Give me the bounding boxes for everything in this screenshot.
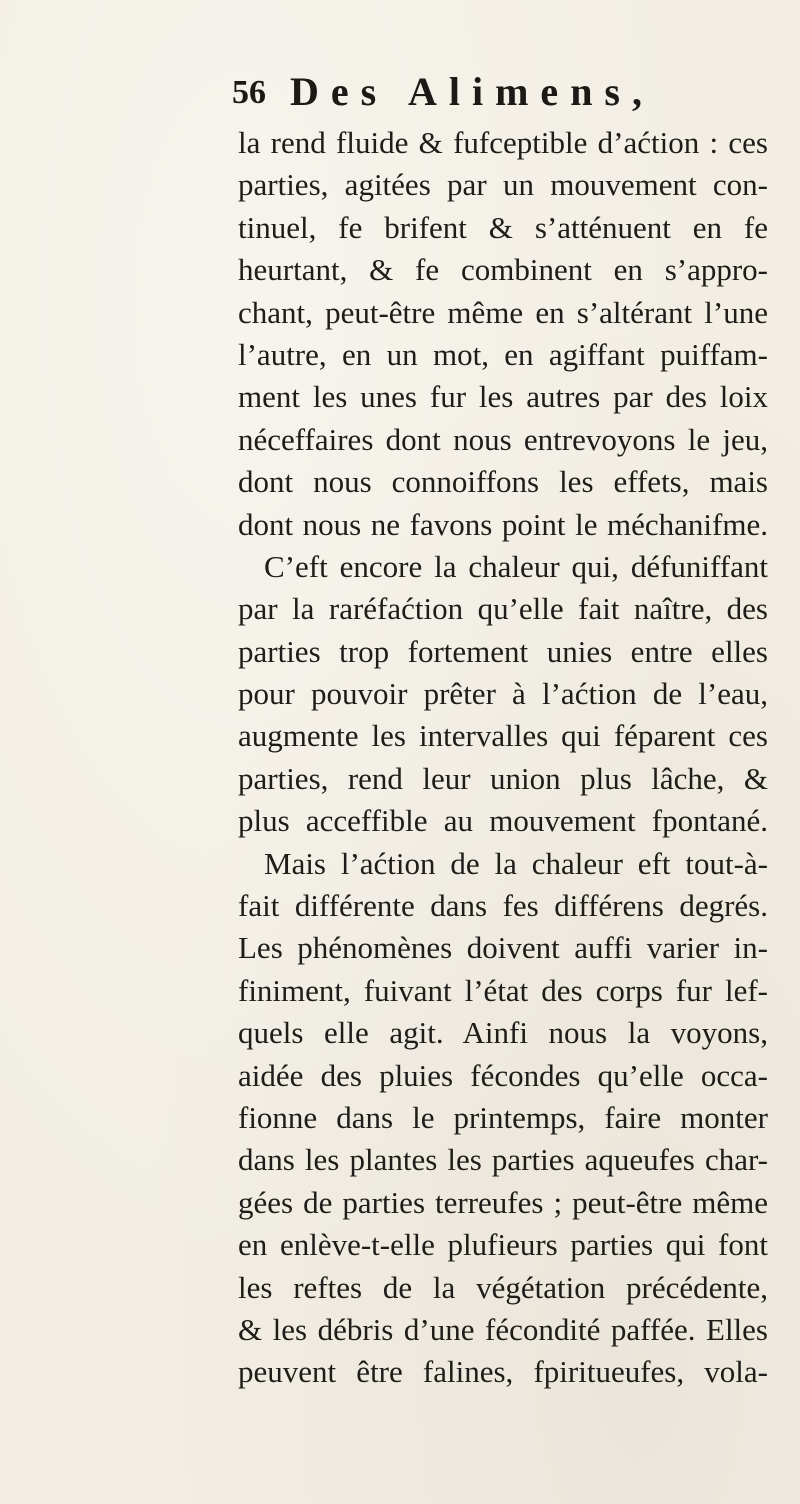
page-number: 56 [232,74,266,111]
text-line: parties trop fortement unies entre elles [238,633,768,669]
text-line: augmente les intervalles qui féparent ces [238,718,768,754]
text-line: par la raréfaćtion qu’elle fait naître, des [238,591,768,627]
running-title: Des Alimens, [290,69,654,114]
text-line: & les débris d’une fécondité paffée. Elles [238,1311,768,1347]
text-line: quels elle agit. Ainfi nous la voyons, [238,1015,768,1051]
text-line: tinuel, fe brifent & s’atténuent en fe [238,209,768,245]
text-line: C’eft encore la chaleur qui, défuniffant [264,548,768,584]
text-line: ment les unes fur les autres par des loix [238,379,768,415]
body-text [238,122,768,1394]
text-line: peuvent être falines, fpiritueufes, vola- [238,1354,768,1390]
text-line: dont nous connoiffons les effets, mais [238,464,768,500]
text-line: parties, agitées par un mouvement con- [238,167,768,203]
text-line: finiment, fuivant l’état des corps fur lef- [238,972,768,1008]
text-line: parties, rend leur union plus lâche, & [238,760,768,796]
text-line: chant, peut-être même en s’altérant l’une [238,294,768,330]
text-line: les reftes de la végétation précédente, [238,1269,768,1305]
text-line: pour pouvoir prêter à l’aćtion de l’eau, [238,676,768,712]
text-line: dont nous ne favons point le méchanifme. [238,506,768,542]
running-head [232,68,752,122]
text-line: la rend fluide & fufceptible d’aćtion : ces [238,125,768,160]
text-line: en enlève-t-elle plufieurs parties qui font [238,1227,768,1263]
text-line: Les phénomènes doivent auffi varier in- [238,930,768,966]
text-line: néceffaires dont nous entrevoyons le jeu, [238,421,768,457]
text-line: heurtant, & fe combinent en s’appro- [238,252,768,288]
text-line: l’autre, en un mot, en agiffant puiffam- [238,336,768,372]
text-line: dans les plantes les parties aqueufes char- [238,1142,768,1178]
text-line: plus acceffible au mouvement fpontané. [238,803,768,839]
text-line: fionne dans le printemps, faire monter [238,1099,768,1135]
text-line: aidée des pluies fécondes qu’elle occa- [238,1057,768,1093]
text-line: Mais l’aćtion de la chaleur eft tout-à- [264,845,768,881]
text-line: gées de parties terreufes ; peut-être même [238,1184,768,1220]
text-line: fait différente dans fes différens degrés. [238,888,768,924]
